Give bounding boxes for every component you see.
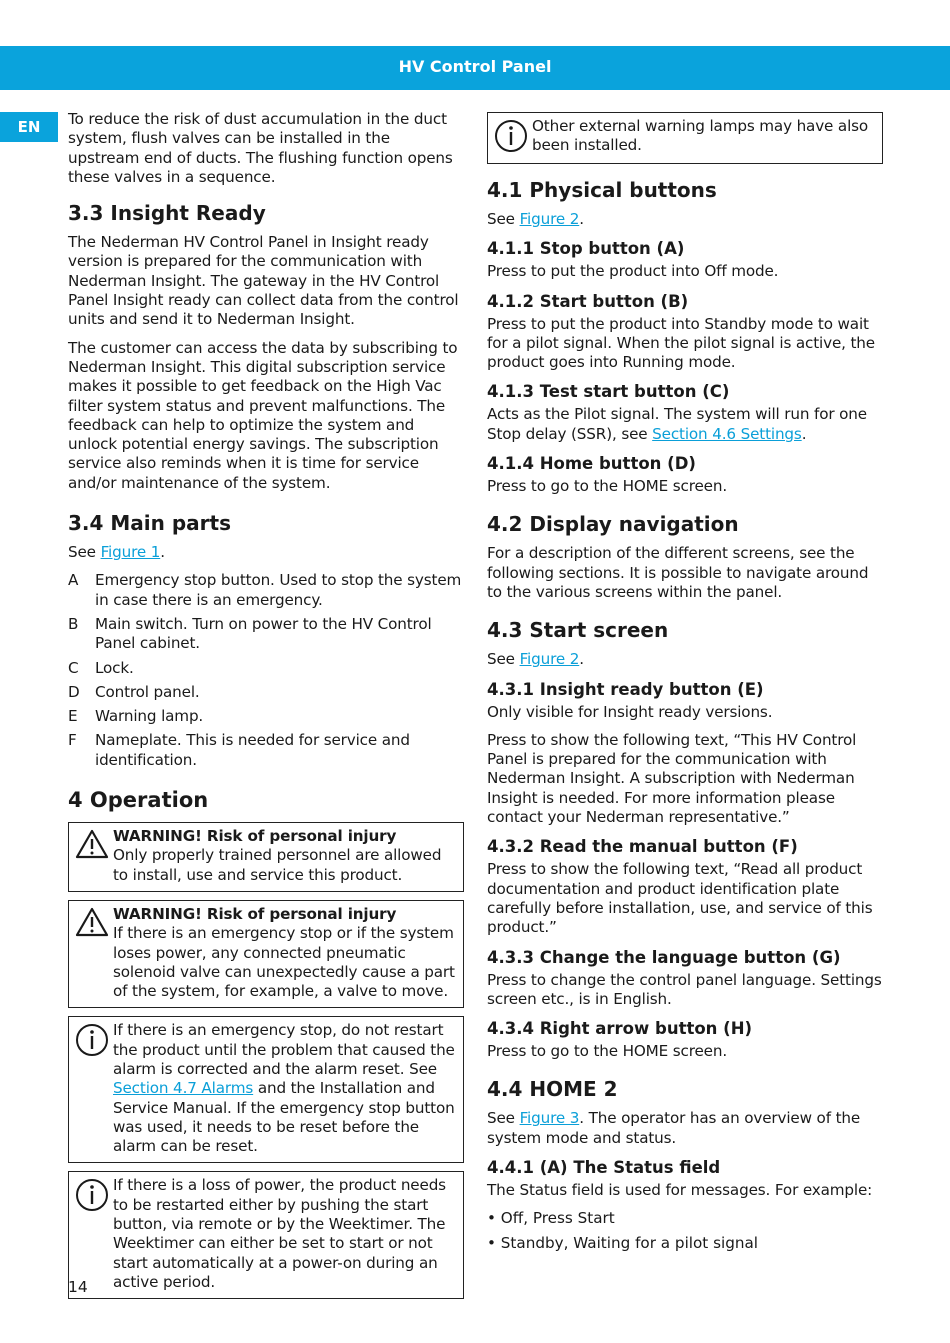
section-4-1-3-text: Acts as the Pilot signal. The system will run for one Stop delay (SSR), see Section 4.6 Settings.: [487, 405, 867, 443]
section-4-7-link[interactable]: Section 4.7 Alarms: [113, 1079, 254, 1098]
section-4-2-title: 4.2 Display navigation: [487, 512, 739, 537]
list-item: F Nameplate. This is needed for service and identification.: [68, 731, 410, 769]
warning-box-2: [68, 900, 464, 1008]
warning-box-1: [68, 822, 464, 892]
info-icon: [494, 117, 532, 157]
list-item: • Off, Press Start: [487, 1209, 615, 1228]
section-4-3-see: See Figure 2.: [487, 650, 584, 669]
section-3-4-see: See Figure 1.: [68, 543, 165, 562]
info-text: Other external warning lamps may have also been installed.: [532, 117, 869, 155]
list-item: D Control panel.: [68, 682, 200, 701]
warning-icon: [75, 905, 113, 1001]
list-item: E Warning lamp.: [68, 707, 204, 726]
figure-2-link[interactable]: Figure 2: [519, 210, 580, 228]
info-text: If there is a loss of power, the product needs to be restarted either by pushing the start button, via remote or by the Weektimer. The Weektimer can either be set to start or not start automatically at a power-on during an active period.: [113, 1176, 446, 1291]
list-item: C Lock.: [68, 658, 134, 677]
list-item: • Standby, Waiting for a pilot signal: [487, 1233, 759, 1252]
right-column: [487, 112, 883, 1258]
section-4-1-3-title: 4.1.3 Test start button (C): [487, 382, 730, 402]
info-box-top: [487, 112, 883, 164]
section-4-3-1-text-2: Press to show the following text, “This HV Control Panel is prepared for the communication with Nederman Insight. A subscription with Nederman Insight is needed. For more information please contact your Nederman representative.”: [487, 730, 857, 827]
section-4-1-see: See Figure 2.: [487, 210, 584, 228]
section-4-3-title: 4.3 Start screen: [487, 618, 669, 643]
figure-1-link[interactable]: Figure 1: [100, 543, 161, 562]
section-4-3-1-text-1: Only visible for Insight ready versions.: [487, 702, 773, 721]
section-4-1-2-title: 4.1.2 Start button (B): [487, 291, 689, 311]
status-examples-list: [487, 1209, 883, 1253]
list-item: A Emergency stop button. Used to stop the system in case there is an emergency.: [68, 571, 462, 609]
figure-3-link[interactable]: Figure 3: [519, 1109, 580, 1128]
section-4-3-4-text: Press to go to the HOME screen.: [487, 1042, 728, 1061]
warning-text: If there is an emergency stop or if the system loses power, any connected pneumatic solenoid valve can unexpectedly cause a part of the system, for example, a valve to move.: [113, 924, 455, 1001]
section-4-4-1-title: 4.4.1 (A) The Status field: [487, 1158, 721, 1178]
info-icon: [75, 1176, 113, 1292]
section-4-1-4-text: Press to go to the HOME screen.: [487, 477, 728, 496]
section-3-3-paragraph-2: The customer can access the data by subscribing to Nederman Insight. This digital subscription service makes it possible to get feedback on the High Vac filter system status and prevent malfunctions. The feedback can help to optimize the system and unlock potential energy savings. The subscription service also reminds when it is time for service and/or maintenance of the system.: [68, 338, 458, 492]
info-box-1: If there is an emergency stop, do not restart the product until the problem that caused the alarm is corrected and the alarm reset. See Section 4.7 Alarms and the Installation and Service Manual. If the emergency stop button was used, it needs to be reset before the alarm can be reset.: [68, 1016, 464, 1163]
warning-text: Only properly trained personnel are allowed to install, use and service this product.: [113, 846, 442, 884]
section-4-4-text: See Figure 3. The operator has an overview of the system mode and status.: [487, 1109, 861, 1147]
list-item: B Main switch. Turn on power to the HV Control Panel cabinet.: [68, 614, 432, 653]
section-4-title: 4 Operation: [68, 788, 209, 813]
section-4-1-title: 4.1 Physical buttons: [487, 178, 717, 202]
main-parts-list: [68, 571, 464, 770]
section-4-3-3-title: 4.3.3 Change the language button (G): [487, 947, 841, 967]
section-4-1-1-title: 4.1.1 Stop button (A): [487, 239, 685, 259]
header-title: HV Control Panel: [398, 57, 552, 76]
section-3-3-title: 3.3 Insight Ready: [68, 201, 266, 226]
section-4-3-4-title: 4.3.4 Right arrow button (H): [487, 1019, 753, 1039]
section-4-1-4-title: 4.1.4 Home button (D): [487, 454, 696, 474]
section-4-3-2-text: Press to show the following text, “Read all product documentation and product identification plate carefully before installation, use, and service of this product.”: [487, 860, 873, 937]
info-icon: [75, 1021, 113, 1156]
intro-paragraph: To reduce the risk of dust accumulation in the duct system, flush valves can be installed in the upstream end of ducts. The flushing function opens these valves in a sequence.: [68, 110, 453, 186]
section-4-1-1-text: Press to put the product into Off mode.: [487, 262, 779, 281]
section-4-3-1-title: 4.3.1 Insight ready button (E): [487, 679, 764, 699]
warning-title: WARNING! Risk of personal injury: [113, 827, 397, 846]
info-box-2: [68, 1171, 464, 1299]
section-4-3-3-text: Press to change the control panel language. Settings screen etc., is in English.: [487, 970, 882, 1008]
warning-icon: [75, 827, 113, 885]
section-4-2-text: For a description of the different screens, see the following sections. It is possible to navigate around to the various screens within the panel.: [487, 544, 869, 601]
left-column: [68, 110, 464, 1307]
section-4-1-2-text: Press to put the product into Standby mode to wait for a pilot signal. When the pilot signal is active, the product goes into Running mode.: [487, 314, 875, 372]
figure-2-link[interactable]: Figure 2: [519, 650, 580, 669]
page-number: 14: [68, 1278, 88, 1296]
section-3-4-title: 3.4 Main parts: [68, 511, 231, 536]
section-4-3-2-title: 4.3.2 Read the manual button (F): [487, 837, 798, 857]
warning-title: WARNING! Risk of personal injury: [113, 904, 397, 923]
section-3-3-paragraph-1: The Nederman HV Control Panel in Insight ready version is prepared for the communication with Nederman Insight. The gateway in the HV Control Panel Insight ready can collect data from the control units and send it to Nederman Insight.: [68, 233, 459, 329]
page-header: [0, 46, 950, 90]
section-4-4-1-text: The Status field is used for messages. For example:: [487, 1181, 873, 1200]
section-4-4-title: 4.4 HOME 2: [487, 1077, 618, 1102]
section-4-6-link[interactable]: Section 4.6 Settings: [652, 424, 802, 443]
language-tab: EN: [0, 112, 58, 142]
